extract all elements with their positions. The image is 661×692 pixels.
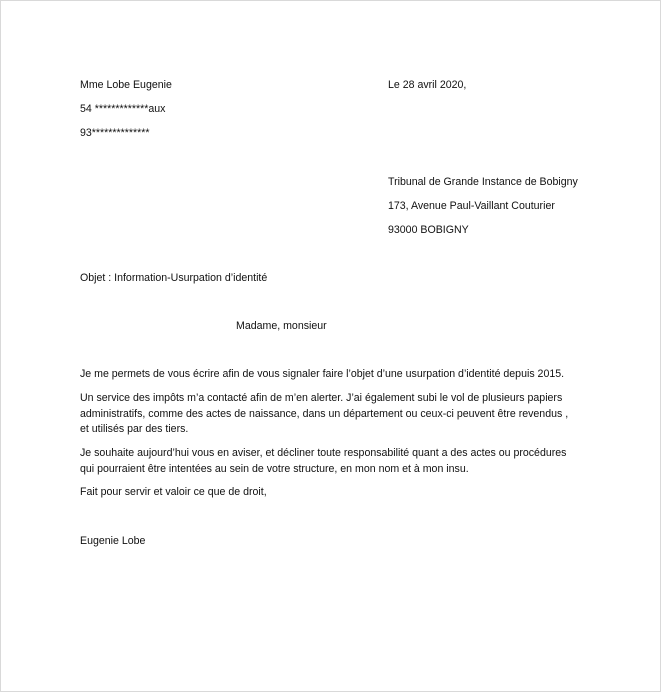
letter-date: Le 28 avril 2020, bbox=[388, 79, 467, 91]
letter-salutation: Madame, monsieur bbox=[236, 320, 327, 332]
sender-address-line1: 54 *************aux bbox=[80, 103, 166, 115]
recipient-street: 173, Avenue Paul-Vaillant Couturier bbox=[388, 200, 555, 212]
body-line: Un service des impôts m’a contacté afin de m’en alerter. J’ai également subi le vol de plusieurs papiers bbox=[80, 392, 563, 404]
body-line: qui pourraient être intentées au sein de votre structure, en mon nom et à mon insu. bbox=[80, 462, 469, 475]
recipient-city: 93000 BOBIGNY bbox=[388, 224, 469, 236]
letter-subject: Objet : Information-Usurpation d’identité bbox=[80, 272, 268, 284]
body-line: Je souhaite aujourd’hui vous en aviser, et décliner toute responsabilité quant a des actes ou procédures bbox=[80, 447, 567, 459]
body-paragraph-2 bbox=[80, 391, 600, 438]
signature-name: Eugenie Lobe bbox=[80, 535, 146, 547]
body-paragraph-4 bbox=[80, 485, 600, 501]
body-line: Je me permets de vous écrire afin de vous signaler faire l’objet d’une usurpation d’identité depuis 2015. bbox=[80, 368, 565, 380]
sender-address-line2: 93************** bbox=[80, 127, 150, 139]
body-line: administratifs, comme des actes de naissance, dans un département ou ceux-ci peuvent être revendus , bbox=[80, 407, 569, 420]
recipient-name: Tribunal de Grande Instance de Bobigny bbox=[388, 176, 578, 188]
body-paragraph-3 bbox=[80, 446, 600, 477]
sender-name: Mme Lobe Eugenie bbox=[80, 79, 172, 91]
body-line: Fait pour servir et valoir ce que de droit, bbox=[80, 486, 267, 498]
body-line: et utilisés par des tiers. bbox=[80, 423, 189, 435]
body-paragraph-1 bbox=[80, 367, 600, 383]
